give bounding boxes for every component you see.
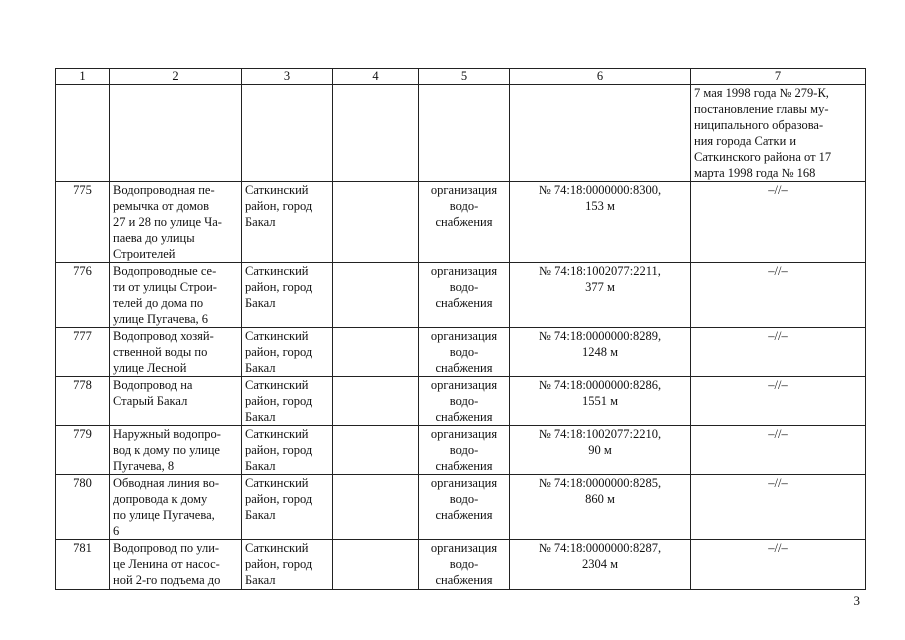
text-line: водо- bbox=[449, 280, 479, 294]
text-line: допровода к дому bbox=[113, 492, 208, 506]
text-line: № 74:18:0000000:8286, bbox=[538, 378, 662, 392]
header-row bbox=[56, 69, 866, 85]
text-line: Саткинский bbox=[245, 183, 309, 197]
cell-empty bbox=[242, 85, 333, 182]
col4-cell bbox=[333, 182, 419, 263]
row-number: 775 bbox=[56, 182, 110, 263]
text-line: по улице Пугачева, bbox=[113, 508, 215, 522]
text-line: № 74:18:0000000:8287, bbox=[538, 541, 662, 555]
text-line: 860 м bbox=[585, 492, 615, 506]
object-name-cell bbox=[110, 263, 242, 328]
text-line: снабжения bbox=[435, 296, 493, 310]
text-line: Водопроводная пе- bbox=[113, 183, 215, 197]
text-line: Строителей bbox=[113, 247, 176, 261]
location-cell bbox=[242, 263, 333, 328]
location-cell bbox=[242, 328, 333, 377]
row-number: 779 bbox=[56, 426, 110, 475]
cadastre-cell bbox=[510, 475, 691, 540]
organization-cell bbox=[419, 263, 510, 328]
column-header: 5 bbox=[419, 69, 510, 85]
text-line: снабжения bbox=[435, 361, 493, 375]
organization-cell bbox=[419, 182, 510, 263]
text-line: снабжения bbox=[435, 410, 493, 424]
basis-cell: –//– bbox=[691, 540, 866, 590]
row-number: 780 bbox=[56, 475, 110, 540]
cadastre-cell bbox=[510, 426, 691, 475]
row-number: 776 bbox=[56, 263, 110, 328]
table-row bbox=[56, 540, 866, 590]
cadastre-cell bbox=[510, 263, 691, 328]
column-header: 1 bbox=[56, 69, 110, 85]
col4-cell bbox=[333, 328, 419, 377]
text-line: водо- bbox=[449, 492, 479, 506]
object-name-cell bbox=[110, 475, 242, 540]
text-line: ремычка от домов bbox=[113, 199, 210, 213]
text-line: район, город bbox=[245, 492, 313, 506]
text-line: Бакал bbox=[245, 410, 276, 424]
text-line: водо- bbox=[449, 345, 479, 359]
cell-empty bbox=[510, 85, 691, 182]
text-line: улице Лесной bbox=[113, 361, 187, 375]
organization-cell bbox=[419, 377, 510, 426]
text-line: № 74:18:1002077:2210, bbox=[538, 427, 662, 441]
text-line: район, город bbox=[245, 199, 313, 213]
column-header: 2 bbox=[110, 69, 242, 85]
table-row bbox=[56, 182, 866, 263]
object-name-cell bbox=[110, 328, 242, 377]
text-line: организация bbox=[430, 329, 498, 343]
basis-cell bbox=[691, 85, 866, 182]
text-line: улице Пугачева, 6 bbox=[113, 312, 209, 326]
text-line: Бакал bbox=[245, 296, 276, 310]
text-line: 2304 м bbox=[581, 557, 619, 571]
text-line: паева до улицы bbox=[113, 231, 195, 245]
table-row bbox=[56, 263, 866, 328]
text-line: ниципального образова- bbox=[694, 118, 824, 132]
text-line: Саткинский bbox=[245, 264, 309, 278]
organization-cell bbox=[419, 426, 510, 475]
cell-empty bbox=[333, 85, 419, 182]
location-cell bbox=[242, 475, 333, 540]
text-line: марта 1998 года № 168 bbox=[694, 166, 816, 180]
text-line: Обводная линия во- bbox=[113, 476, 219, 490]
basis-cell: –//– bbox=[691, 328, 866, 377]
text-line: Бакал bbox=[245, 361, 276, 375]
location-cell bbox=[242, 377, 333, 426]
organization-cell bbox=[419, 475, 510, 540]
text-line: 1248 м bbox=[581, 345, 619, 359]
text-line: вод к дому по улице bbox=[113, 443, 220, 457]
page-number: 3 bbox=[853, 593, 860, 608]
text-line: 6 bbox=[113, 524, 120, 538]
text-line: Водопроводные се- bbox=[113, 264, 217, 278]
cadastre-cell bbox=[510, 328, 691, 377]
text-line: снабжения bbox=[435, 459, 493, 473]
col4-cell bbox=[333, 426, 419, 475]
object-name-cell bbox=[110, 182, 242, 263]
text-line: район, город bbox=[245, 557, 313, 571]
text-line: № 74:18:0000000:8300, bbox=[538, 183, 662, 197]
text-line: водо- bbox=[449, 557, 479, 571]
text-line: ной 2-го подъема до bbox=[113, 573, 221, 587]
object-name-cell bbox=[110, 540, 242, 590]
basis-cell: –//– bbox=[691, 377, 866, 426]
column-header: 4 bbox=[333, 69, 419, 85]
text-line: ния города Сатки и bbox=[694, 134, 797, 148]
basis-cell: –//– bbox=[691, 263, 866, 328]
column-header: 7 bbox=[691, 69, 866, 85]
row-number: 781 bbox=[56, 540, 110, 590]
location-cell bbox=[242, 182, 333, 263]
text-line: № 74:18:1002077:2211, bbox=[539, 264, 661, 278]
text-line: телей до дома по bbox=[113, 296, 204, 310]
text-line: Бакал bbox=[245, 573, 276, 587]
text-line: Водопровод на bbox=[113, 378, 193, 392]
text-line: № 74:18:0000000:8289, bbox=[538, 329, 662, 343]
text-line: организация bbox=[430, 264, 498, 278]
registry-table bbox=[55, 68, 866, 590]
organization-cell bbox=[419, 540, 510, 590]
text-line: район, город bbox=[245, 345, 313, 359]
basis-cell: –//– bbox=[691, 426, 866, 475]
text-line: район, город bbox=[245, 443, 313, 457]
text-line: 27 и 28 по улице Ча- bbox=[113, 215, 222, 229]
text-line: Саткинский bbox=[245, 476, 309, 490]
table-row bbox=[56, 377, 866, 426]
column-header: 3 bbox=[242, 69, 333, 85]
text-line: Бакал bbox=[245, 508, 276, 522]
col4-cell bbox=[333, 475, 419, 540]
text-line: ти от улицы Строи- bbox=[113, 280, 217, 294]
text-line: снабжения bbox=[435, 215, 493, 229]
text-line: организация bbox=[430, 541, 498, 555]
text-line: 90 м bbox=[588, 443, 612, 457]
text-line: Наружный водопро- bbox=[113, 427, 221, 441]
text-line: Старый Бакал bbox=[113, 394, 188, 408]
text-line: Бакал bbox=[245, 459, 276, 473]
table-row bbox=[56, 328, 866, 377]
text-line: Водопровод хозяй- bbox=[113, 329, 214, 343]
text-line: Водопровод по ули- bbox=[113, 541, 220, 555]
text-line: организация bbox=[430, 378, 498, 392]
object-name-cell bbox=[110, 377, 242, 426]
text-line: ственной воды по bbox=[113, 345, 208, 359]
col4-cell bbox=[333, 540, 419, 590]
column-header: 6 bbox=[510, 69, 691, 85]
text-line: район, город bbox=[245, 394, 313, 408]
text-line: 153 м bbox=[585, 199, 615, 213]
text-line: Саткинский bbox=[245, 378, 309, 392]
basis-cell: –//– bbox=[691, 182, 866, 263]
text-line: Саткинского района от 17 bbox=[694, 150, 832, 164]
location-cell bbox=[242, 426, 333, 475]
col4-cell bbox=[333, 377, 419, 426]
row-number: 777 bbox=[56, 328, 110, 377]
text-line: снабжения bbox=[435, 573, 493, 587]
text-line: снабжения bbox=[435, 508, 493, 522]
text-line: организация bbox=[430, 183, 498, 197]
cell-empty bbox=[419, 85, 510, 182]
cadastre-cell bbox=[510, 540, 691, 590]
text-line: организация bbox=[430, 427, 498, 441]
cell-empty bbox=[56, 85, 110, 182]
row-number: 778 bbox=[56, 377, 110, 426]
text-line: Саткинский bbox=[245, 329, 309, 343]
cadastre-cell bbox=[510, 182, 691, 263]
cell-empty bbox=[110, 85, 242, 182]
text-line: Саткинский bbox=[245, 427, 309, 441]
text-line: водо- bbox=[449, 199, 479, 213]
text-line: организация bbox=[430, 476, 498, 490]
col4-cell bbox=[333, 263, 419, 328]
text-line: 377 м bbox=[585, 280, 615, 294]
location-cell bbox=[242, 540, 333, 590]
text-line: Бакал bbox=[245, 215, 276, 229]
basis-cell: –//– bbox=[691, 475, 866, 540]
table-row bbox=[56, 426, 866, 475]
cadastre-cell bbox=[510, 377, 691, 426]
text-line: постановление главы му- bbox=[694, 102, 829, 116]
text-line: Саткинский bbox=[245, 541, 309, 555]
table-row bbox=[56, 475, 866, 540]
text-line: 1551 м bbox=[581, 394, 619, 408]
text-line: це Ленина от насос- bbox=[113, 557, 220, 571]
text-line: 7 мая 1998 года № 279-К, bbox=[694, 86, 829, 100]
organization-cell bbox=[419, 328, 510, 377]
text-line: водо- bbox=[449, 394, 479, 408]
object-name-cell bbox=[110, 426, 242, 475]
text-line: № 74:18:0000000:8285, bbox=[538, 476, 662, 490]
text-line: водо- bbox=[449, 443, 479, 457]
text-line: Пугачева, 8 bbox=[113, 459, 175, 473]
continuation-row bbox=[56, 85, 866, 182]
text-line: район, город bbox=[245, 280, 313, 294]
